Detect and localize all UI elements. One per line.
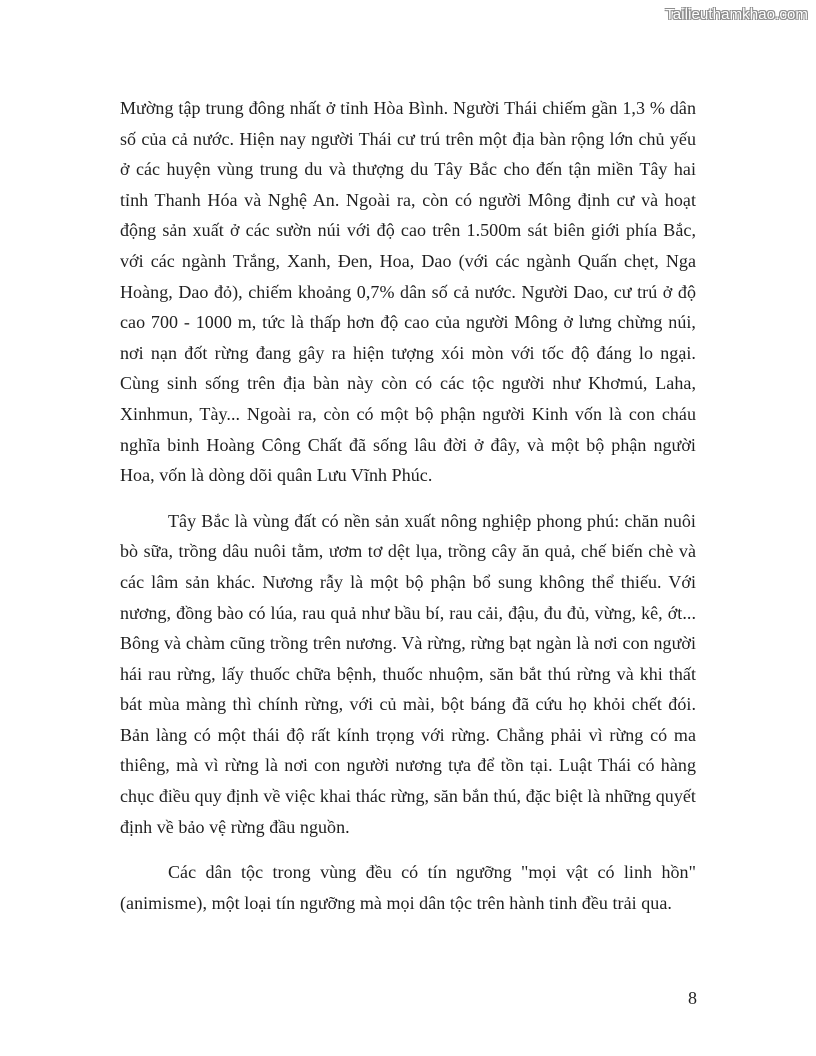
page-number: 8 <box>688 988 697 1008</box>
watermark: Tailieuthamkhao.com <box>665 6 808 23</box>
document-body <box>120 93 696 933</box>
paragraph-2: Tây Bắc là vùng đất có nền sản xuất nông nghiệp phong phú: chăn nuôi bò sữa, trồng dâu nuôi tằm, ươm tơ dệt lụa, trồng cây ăn quả, chế biến chè và các lâm sản khác. Nương rẫy là một bộ phận bổ sung không thể thiếu. Với nương, đồng bào có lúa, rau quả như bầu bí, rau cải, đậu, đu đủ, vừng, kê, ớt... Bông và chàm cũng trồng trên nương. Và rừng, rừng bạt ngàn là nơi con người hái rau rừng, lấy thuốc chữa bệnh, thuốc nhuộm, săn bắt thú rừng và khi thất bát mùa màng thì chính rừng, với củ mài, bột báng đã cứu họ khỏi chết đói. Bản làng có một thái độ rất kính trọng với rừng. Chẳng phải vì rừng có ma thiêng, mà vì rừng là nơi con người nương tựa để tồn tại. Luật Thái có hàng chục điều quy định về việc khai thác rừng, săn bắn thú, đặc biệt là những quyết định về bảo vệ rừng đầu nguồn. <box>120 510 696 837</box>
paragraph-3: Các dân tộc trong vùng đều có tín ngưỡng "mọi vật có linh hồn" (animisme), một loại tín ngưỡng mà mọi dân tộc trên hành tinh đều trải qua. <box>120 862 696 913</box>
paragraph-1: Mường tập trung đông nhất ở tỉnh Hòa Bình. Người Thái chiếm gần 1,3 % dân số của cả nước. Hiện nay người Thái cư trú trên một địa bàn rộng lớn chủ yếu ở các huyện vùng trung du và thượng du Tây Bắc cho đến tận miền Tây hai tỉnh Thanh Hóa và Nghệ An. Ngoài ra, còn có người Mông định cư và hoạt động sản xuất ở các sườn núi với độ cao trên 1.500m sát biên giới phía Bắc, với các ngành Trắng, Xanh, Đen, Hoa, Dao (với các ngành Quấn chẹt, Nga Hoàng, Dao đỏ), chiếm khoảng 0,7% dân số cả nước. Người Dao, cư trú ở độ cao 700 - 1000 m, tức là thấp hơn độ cao của người Mông ở lưng chừng núi, nơi nạn đốt rừng đang gây ra hiện tượng xói mòn với tốc độ đáng lo ngại. Cùng sinh sống trên địa bàn này còn có các tộc người như Khơmú, Laha, Xinhmun, Tày... Ngoài ra, còn có một bộ phận người Kinh vốn là con cháu nghĩa binh Hoàng Công Chất đã sống lâu đời ở đây, và một bộ phận người Hoa, vốn là dòng dõi quân Lưu Vĩnh Phúc. <box>120 98 696 486</box>
